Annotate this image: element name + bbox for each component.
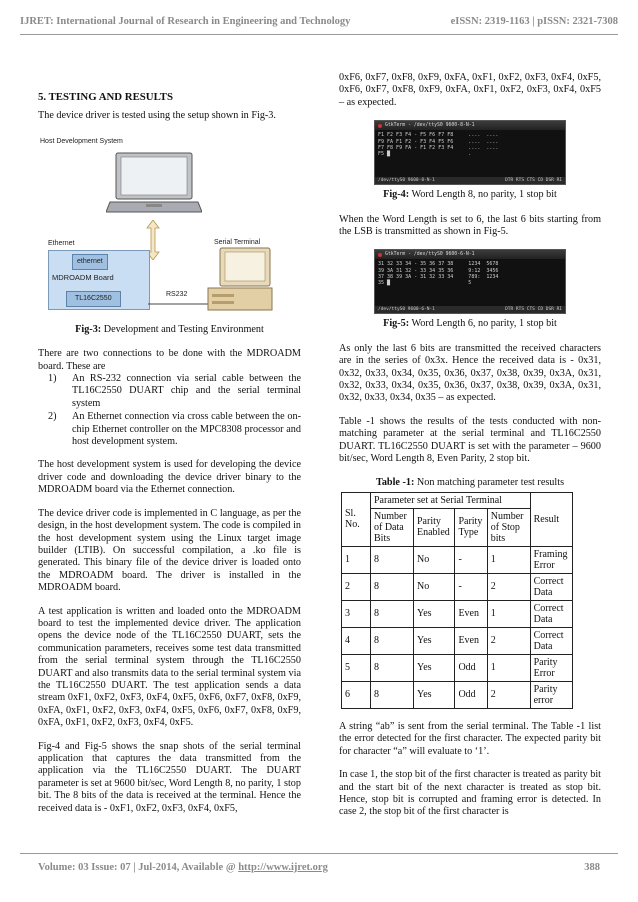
close-icon [378, 253, 382, 257]
desktop-pc-icon [206, 246, 278, 318]
footer-rule [20, 853, 618, 854]
rs232-label: RS232 [166, 290, 188, 298]
left-column [38, 72, 301, 826]
section-intro: The device driver is tested using the setup shown in Fig-3. [38, 110, 276, 122]
left-paragraph-4: A test application is written and loaded onto the MDROADM board to test the implemented device driver. The application opens the device node of the TL16C2550 DUART, sets the communication parameters, receives some test data transmitted from the serial terminal system through the TL16C2550 DUART and also transmits data to the serial terminal system via the TL16C2550 DUART. The test application sends a data stream 0xF1, 0xF2, 0xF3, 0xF4, 0xF5, 0xF6, 0xF7, 0xF8, 0xF9, 0xFA, 0xF1, 0xF2, 0xF3, 0xF4, 0xF5, 0xF6, 0xF7, 0xF8, 0xF9, 0xFA, 0xF1, 0xF2, 0xF3, 0xF4, 0xF5. [38, 605, 301, 729]
connection-list [38, 373, 301, 448]
results-table [341, 492, 573, 709]
host-label: Host Development System [40, 137, 123, 145]
page-number: 388 [584, 861, 600, 873]
board-label: MDROADM Board [52, 272, 114, 282]
table1-caption: Table -1: Non matching parameter test results [375, 476, 565, 488]
journal-link[interactable]: http://www.ijret.org [238, 861, 328, 873]
header-sl: Sl. No. [342, 492, 371, 546]
uart-chip: TL16C2550 [66, 291, 121, 307]
fig5-terminal-screenshot [374, 249, 566, 314]
table-row: 3 8 Yes Even 1 Correct Data [342, 600, 573, 627]
terminal-output: F1 F2 F3 F4 - F5 F6 F7 F8 .... .... F9 FA F1 F2 - F3 F4 F5 F6 .... .... F7 F8 F9 FA - F1 F2 F3 F4 .... .... F5 █ . [378, 132, 499, 158]
table-row: 4 8 Yes Even 2 Correct Data [342, 627, 573, 654]
list-item: 1) An RS-232 connection via serial cable between the TL16C2550 DUART chip and the serial terminal system [48, 373, 301, 409]
header-result: Result [530, 492, 572, 546]
fig4-caption: Fig-4: Word Length 8, no parity, 1 stop bit [383, 189, 557, 201]
terminal-label: Serial Terminal [214, 238, 261, 246]
table-row: 5 8 Yes Odd 1 Parity Error [342, 654, 573, 681]
header-bits: Number of Data Bits [371, 508, 414, 546]
fig4-terminal-screenshot [374, 120, 566, 185]
left-paragraph-3: The device driver code is implemented in C language, as per the design, in the host development system. The code is compiled in the host development system using the Linux target image builder (LTIB). On successful compilation, a .ko file is generated. This binary file of the device driver is loaded onto the MDROADM board. The driver is installed in the MDROADM board. [38, 507, 301, 594]
section-title: 5. TESTING AND RESULTS [38, 91, 174, 103]
right-paragraph-6: In case 1, the stop bit of the first character is treated as parity bit and the start bit of the next character is treated as stop bit. Hence, stop bit is corrupted and framing error is detected. In case 2, the stop bit of the first character is [339, 769, 601, 818]
terminal-status-bar: /dev/ttyS0 9600-8-N-1 DTR RTS CTS CD DSR RI [375, 177, 565, 184]
right-paragraph-3: As only the last 6 bits are transmitted the received characters are in the series of 0x3x. Hence the received data is - 0x31, 0x32, 0x33, 0x34, 0x35, 0x36, 0x37, 0x38, 0x39, 0x3A, 0x31, 0x32, 0x33, 0x34, 0x35, 0x36, 0x37, 0x38, 0x39, 0x3A, 0x31, 0x32, 0x33, 0x34, 0x35 – as expected. [339, 342, 601, 404]
header-parity: Parity Enabled [414, 508, 455, 546]
fig3-diagram [38, 134, 301, 322]
right-paragraph-1: 0xF6, 0xF7, 0xF8, 0xF9, 0xFA, 0xF1, 0xF2, 0xF3, 0xF4, 0xF5, 0xF6, 0xF7, 0xF8, 0xF9, 0xFA, 0xF1, 0xF2, 0xF3, 0xF4, 0xF5 – as expected. [339, 72, 601, 108]
header-group: Parameter set at Serial Terminal [371, 492, 531, 508]
terminal-output: 31 32 33 34 - 35 36 37 38 1234 5678 39 3A 31 32 - 33 34 35 36 9:12 3456 37 38 39 3A - 31 32 33 34 789: 1234 35 █ 5 [378, 261, 499, 287]
right-paragraph-2: When the Word Length is set to 6, the last 6 bits starting from the LSB is transmitted as shown in Fig-5. [339, 213, 601, 238]
laptop-icon [106, 152, 202, 218]
page-header [20, 10, 618, 32]
fig3-caption: Fig-3: Development and Testing Environment [75, 323, 264, 335]
list-item: 2) An Ethernet connection via cross cable between the on-chip Ethernet controller on the MPC8308 processor and host development system. [48, 411, 301, 448]
close-icon [378, 124, 382, 128]
left-paragraph-1: There are two connections to be done with the MDROADM board. These are [38, 348, 301, 372]
header-stop: Number of Stop bits [487, 508, 530, 546]
ethernet-label: Ethernet [48, 239, 75, 247]
terminal-title-bar: GtkTerm - /dev/ttyS0 9600-6-N-1 [375, 250, 565, 259]
terminal-title-bar: GtkTerm - /dev/ttyS0 9600-8-N-1 [375, 121, 565, 130]
fig5-caption: Fig-5: Word Length 6, no parity, 1 stop bit [383, 318, 557, 330]
terminal-status-bar: /dev/ttyS0 9600-6-N-1 DTR RTS CTS CD DSR RI [375, 306, 565, 313]
header-rule [20, 34, 618, 35]
table-row: 1 8 No - 1 Framing Error [342, 546, 573, 573]
left-paragraph-2: The host development system is used for developing the device driver code and downloading the device driver binary to the MDROADM board via the Ethernet connection. [38, 459, 301, 496]
footer-volume: Volume: 03 Issue: 07 | Jul-2014, Available @ http://www.ijret.org [38, 861, 328, 873]
journal-name: IJRET: International Journal of Research in Engineering and Technology [20, 15, 351, 27]
table-row: 6 8 Yes Odd 2 Parity error [342, 681, 573, 708]
right-column [339, 72, 601, 830]
left-paragraph-5: Fig-4 and Fig-5 shows the snap shots of the serial terminal application that captures the data transmitted from the application via the TL16C2550 DUART. The DUART parameter is set at 9600 bit/sec, Word Length 8, no parity, 1 stop bit. The 8 bits of the data is received at the terminal. Hence the received data is - 0xF1, 0xF2, 0xF3, 0xF4, 0xF5, [38, 740, 301, 814]
table-row: 2 8 No - 2 Correct Data [342, 573, 573, 600]
right-paragraph-5: A string “ab” is sent from the serial terminal. The Table -1 list the error detected for the first character. The expected parity bit for character “a” will evaluate to ‘1’. [339, 720, 601, 757]
right-paragraph-4: Table -1 shows the results of the tests conducted with non-matching parameter at the serial terminal and TL16C2550 DUART. TL16C2550 DUART is set with the parameter – 9600 bit/sec, Word Length 8, Even Parity, 2 stop bit. [339, 415, 601, 465]
page-footer [38, 858, 600, 876]
ethernet-chip: ethernet [72, 254, 108, 270]
header-type: Parity Type [455, 508, 487, 546]
issn: eISSN: 2319-1163 | pISSN: 2321-7308 [450, 15, 618, 27]
